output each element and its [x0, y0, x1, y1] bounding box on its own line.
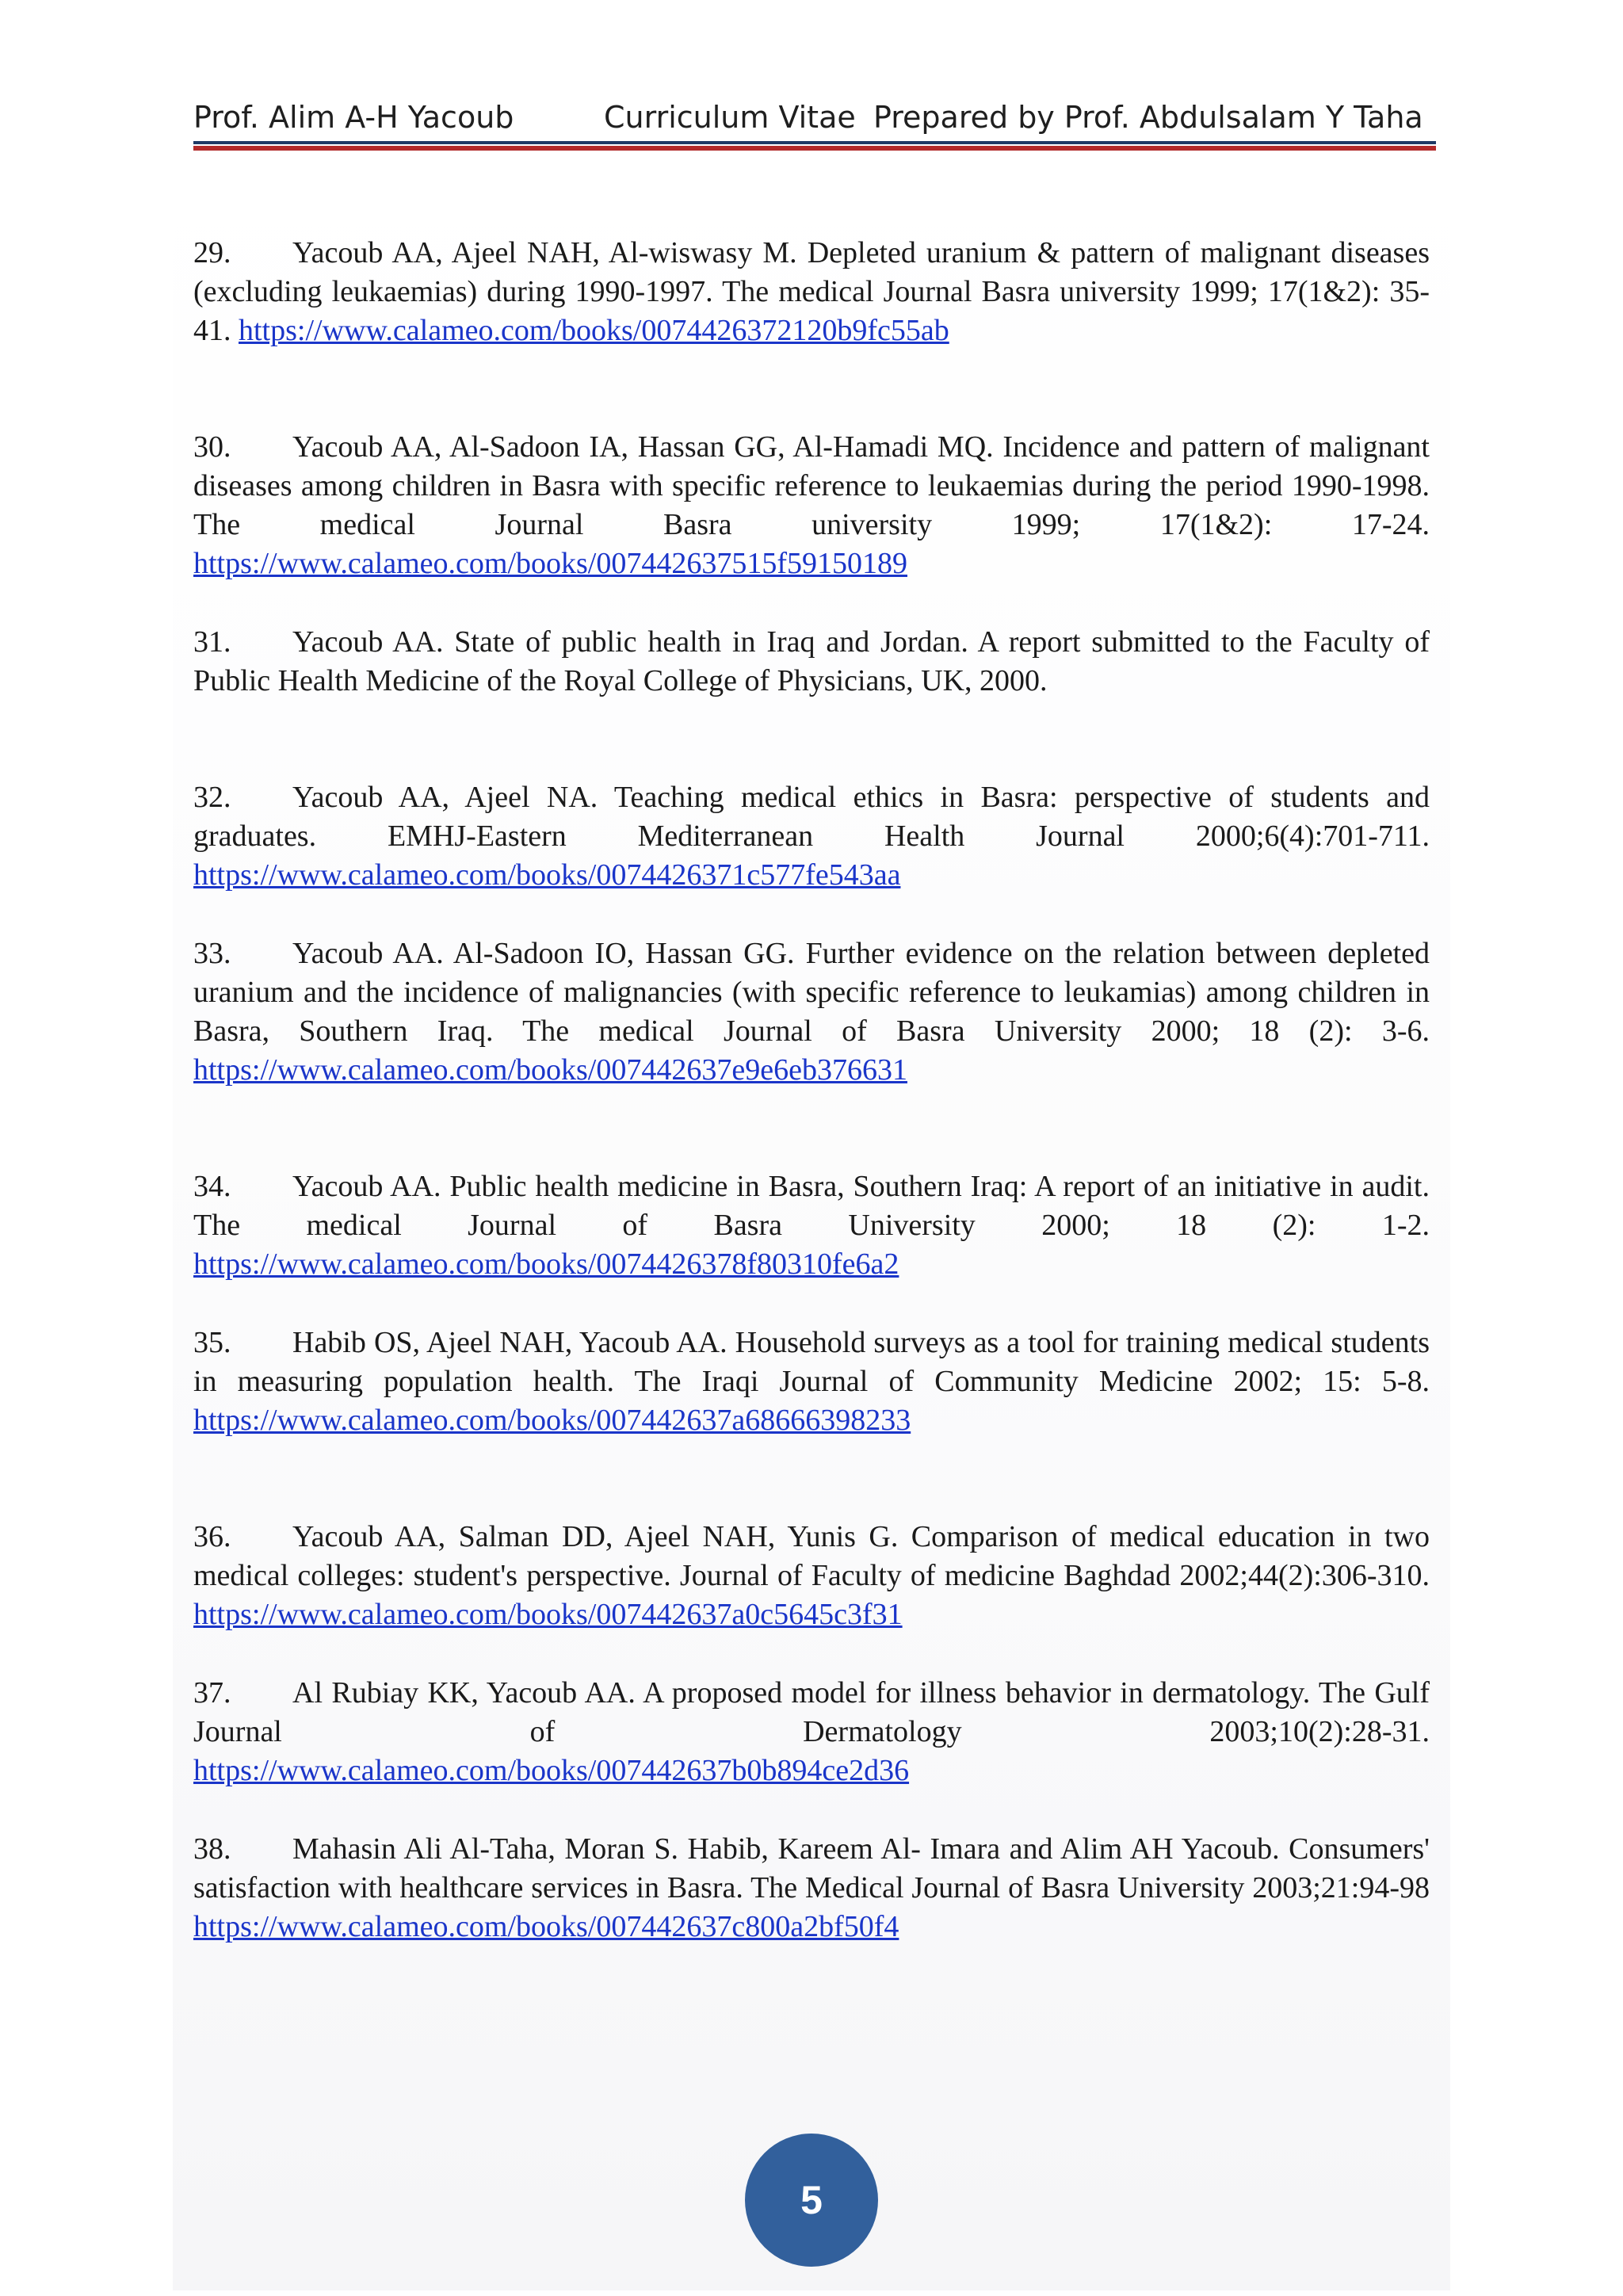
reference-text: Yacoub AA. Al-Sadoon IO, Hassan GG. Further evidence on the relation between depleted uranium and the incidence of malignancies (with specific reference to leukamias) among children in Basra, Southern Iraq. The medical Journal of Basra University 2000; 18 (2): 3-6.	[193, 937, 1430, 1048]
header-rule-red	[193, 146, 1436, 151]
reference-number: 33.	[193, 937, 231, 970]
reference-link[interactable]: https://www.calameo.com/books/0074426371c577fe543aa	[193, 858, 901, 892]
reference-link[interactable]: https://www.calameo.com/books/007442637c800a2bf50f4	[193, 1910, 899, 1943]
reference-number: 37.	[193, 1676, 231, 1710]
reference-item	[193, 623, 1430, 701]
reference-number: 30.	[193, 430, 231, 464]
reference-number: 38.	[193, 1832, 231, 1866]
reference-text: Yacoub AA. Public health medicine in Basra, Southern Iraq: A report of an initiative in audit. The medical Journal of Basra University 2000; 18 (2): 1-2.	[193, 1170, 1430, 1242]
reference-link[interactable]: https://www.calameo.com/books/007442637b0b894ce2d36	[193, 1754, 910, 1787]
reference-text: Yacoub AA, Ajeel NA. Teaching medical ethics in Basra: perspective of students and graduates. EMHJ-Eastern Mediterranean Health Journal 2000;6(4):701-711.	[193, 781, 1430, 853]
reference-text: Yacoub AA, Ajeel NAH, Al-wiswasy M. Depleted uranium & pattern of malignant diseases (excluding leukaemias) during 1990-1997. The medical Journal Basra university 1999; 17(1&2): 35-41.	[193, 236, 1430, 347]
reference-text: Yacoub AA. State of public health in Iraq and Jordan. A report submitted to the Faculty of Public Health Medicine of the Royal College of Physicians, UK, 2000.	[193, 625, 1430, 697]
reference-text: Habib OS, Ajeel NAH, Yacoub AA. Household surveys as a tool for training medical students in measuring population health. The Iraqi Journal of Community Medicine 2002; 15: 5-8.	[193, 1326, 1430, 1398]
reference-link[interactable]: https://www.calameo.com/books/007442637a68666398233	[193, 1404, 911, 1437]
reference-number: 35.	[193, 1326, 231, 1359]
reference-text: Mahasin Ali Al-Taha, Moran S. Habib, Kareem Al- Imara and Alim AH Yacoub. Consumers' satisfaction with healthcare services in Basra. The Medical Journal of Basra University 2003;21:94-98	[193, 1832, 1430, 1904]
reference-link[interactable]: https://www.calameo.com/books/007442637515f59150189	[193, 547, 907, 580]
reference-number: 31.	[193, 625, 231, 659]
reference-item	[193, 428, 1430, 583]
reference-item	[193, 1324, 1430, 1440]
reference-text: Yacoub AA, Al-Sadoon IA, Hassan GG, Al-Hamadi MQ. Incidence and pattern of malignant diseases among children in Basra with specific reference to leukaemias during the period 1990-1998. The medical Journal Basra university 1999; 17(1&2): 17-24.	[193, 430, 1430, 541]
reference-link[interactable]: https://www.calameo.com/books/0074426378f80310fe6a2	[193, 1247, 899, 1281]
reference-item	[193, 934, 1430, 1090]
reference-list	[193, 234, 1430, 1946]
header-prepared-by: Prepared by Prof. Abdulsalam Y Taha	[873, 100, 1423, 135]
reference-number: 34.	[193, 1170, 231, 1203]
reference-item	[193, 234, 1430, 350]
header-doc-title: Curriculum Vitae	[604, 100, 856, 135]
reference-link[interactable]: https://www.calameo.com/books/007442637a0c5645c3f31	[193, 1598, 903, 1631]
header-rule-blue	[193, 141, 1436, 144]
reference-text: Yacoub AA, Salman DD, Ajeel NAH, Yunis G. Comparison of medical education in two medical colleges: student's perspective. Journal of Faculty of medicine Baghdad 2002;44(2):306-310.	[193, 1520, 1430, 1592]
reference-text: Al Rubiay KK, Yacoub AA. A proposed model for illness behavior in dermatology. The Gulf Journal of Dermatology 2003;10(2):28-31.	[193, 1676, 1430, 1748]
page-number: 5	[800, 2178, 823, 2222]
page-header	[193, 94, 1436, 141]
reference-link[interactable]: https://www.calameo.com/books/0074426372120b9fc55ab	[239, 314, 949, 347]
reference-link[interactable]: https://www.calameo.com/books/007442637e9e6eb376631	[193, 1053, 907, 1087]
reference-item	[193, 1518, 1430, 1634]
reference-item	[193, 1830, 1430, 1946]
reference-item	[193, 1167, 1430, 1284]
page-number-badge	[745, 2134, 878, 2267]
header-author: Prof. Alim A-H Yacoub	[193, 100, 514, 135]
reference-number: 29.	[193, 236, 231, 269]
reference-item	[193, 1674, 1430, 1790]
reference-item	[193, 778, 1430, 895]
reference-number: 36.	[193, 1520, 231, 1553]
reference-number: 32.	[193, 781, 231, 814]
